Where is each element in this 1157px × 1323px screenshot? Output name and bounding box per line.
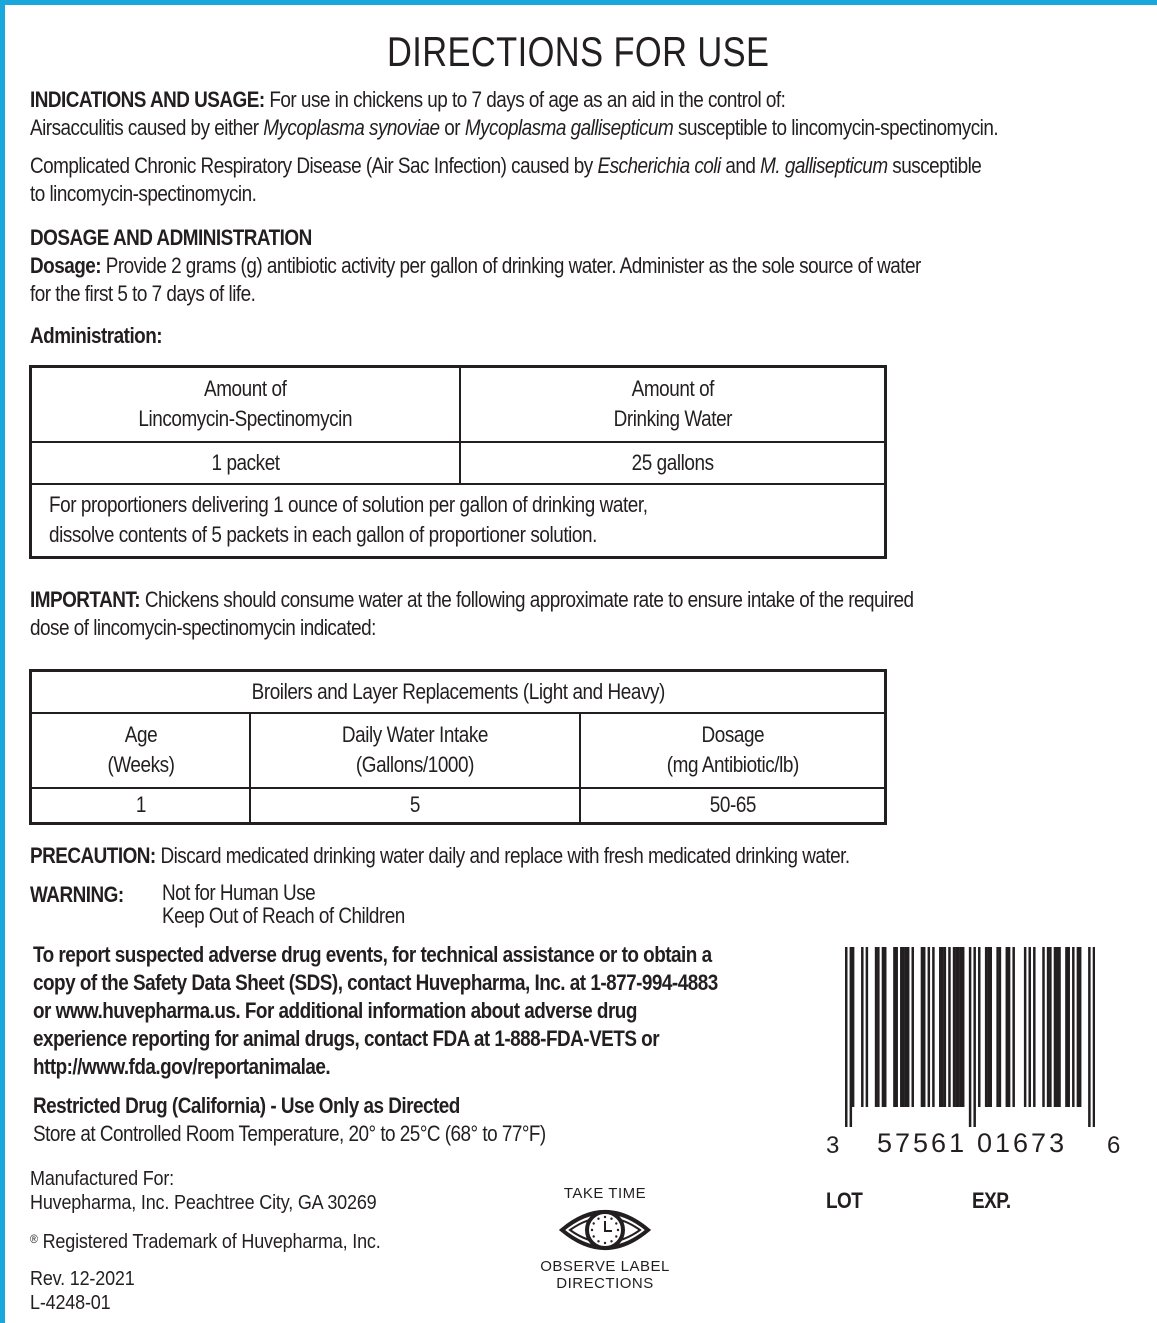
- barcode-bar: [960, 947, 962, 1107]
- barcode-bar: [1012, 947, 1014, 1107]
- barcode-bar: [905, 947, 907, 1107]
- report-line: experience reporting for animal drugs, contact FDA at 1-888-FDA-VETS or: [33, 1026, 660, 1051]
- barcode-bar: [928, 947, 930, 1107]
- warning-label: WARNING:: [30, 882, 124, 907]
- important-paragraph: [30, 586, 914, 614]
- trademark-notice: [30, 1226, 381, 1255]
- barcode-bar: [955, 947, 957, 1107]
- manufacturer-address: Huvepharma, Inc. Peachtree City, GA 30269: [30, 1192, 377, 1214]
- barcode-check-digit: 6: [1107, 1132, 1121, 1159]
- barcode-bar: [1065, 947, 1067, 1107]
- cell-dosage: [580, 788, 886, 824]
- adverse-event-report: [33, 941, 718, 1081]
- barcode-bar: [1072, 947, 1074, 1107]
- caption-text: Broilers and Layer Replacements (Light and Heavy): [251, 678, 665, 704]
- header-text: (mg Antibiotic/lb): [666, 752, 799, 777]
- barcode-bar: [996, 947, 998, 1107]
- barcode-bar: [884, 947, 886, 1107]
- organism-name: Mycoplasma gallisepticum: [464, 115, 674, 140]
- barcode-bar: [900, 947, 902, 1107]
- indications-crd: [30, 152, 981, 180]
- barcode-bar: [845, 947, 847, 1127]
- barcode-bar: [861, 947, 863, 1107]
- indications-crd-line2: to lincomycin-spectinomycin.: [30, 181, 257, 206]
- indications-paragraph: [30, 86, 785, 114]
- label-code: L-4248-01: [30, 1292, 111, 1314]
- organism-name: Escherichia coli: [597, 153, 721, 178]
- barcode-bar: [978, 947, 980, 1107]
- barcode-bar: [957, 947, 959, 1107]
- precaution-text: Discard medicated drinking water daily and replace with fresh medicated drinking water.: [155, 843, 850, 868]
- table-caption-row: [31, 671, 886, 713]
- barcode-bar: [1047, 947, 1049, 1107]
- page-title: DIRECTIONS FOR USE: [387, 28, 770, 75]
- administration-table: [29, 365, 887, 559]
- barcode-bar: [1054, 947, 1056, 1107]
- barcode-bar: [990, 947, 992, 1107]
- water-intake-table: [29, 669, 887, 825]
- text: or: [439, 115, 465, 140]
- restricted-drug-notice: Restricted Drug (California) - Use Only as Directed: [33, 1093, 460, 1118]
- header-text: (Gallons/1000): [355, 752, 475, 777]
- table-row: [31, 788, 886, 824]
- indications-intro: For use in chickens up to 7 days of age as an aid in the control of:: [264, 87, 786, 112]
- organism-name: Mycoplasma synoviae: [263, 115, 440, 140]
- barcode-bar: [866, 947, 868, 1107]
- indications-label: INDICATIONS AND USAGE:: [30, 87, 265, 112]
- lot-label: LOT: [826, 1188, 863, 1213]
- frame-top-border: [0, 0, 1157, 5]
- cell-text: 1: [135, 792, 146, 818]
- table-header-row: [31, 367, 886, 442]
- report-line: or www.huvepharma.us. For additional information about adverse drug: [33, 998, 637, 1023]
- barcode-bar: [893, 947, 895, 1107]
- take-time-badge: [540, 1185, 670, 1292]
- frame-left-border: [0, 0, 5, 1323]
- barcode-bar: [953, 947, 955, 1107]
- barcode-bar: [948, 947, 950, 1107]
- barcode-bar: [875, 947, 877, 1107]
- badge-bottom-text: [540, 1258, 670, 1292]
- indications-airsacculitis: [30, 114, 998, 142]
- note-text: dissolve contents of 5 packets in each gallon of proportioner solution.: [49, 522, 597, 548]
- barcode-bar: [962, 947, 964, 1107]
- header-cell-amount-water: [460, 367, 886, 442]
- manufactured-for-label: Manufactured For:: [30, 1168, 175, 1190]
- barcode-bar: [850, 947, 852, 1127]
- table-note-row: [31, 484, 886, 558]
- cell-packets: [31, 442, 461, 484]
- barcode-right-group: 01673: [977, 1128, 1068, 1158]
- header-cell-water-intake: [250, 713, 580, 788]
- barcode-bar: [939, 947, 941, 1107]
- header-cell-dosage: [580, 713, 886, 788]
- barcode-bar: [1079, 947, 1081, 1107]
- barcode-bar: [969, 947, 971, 1127]
- dosage-paragraph: [30, 252, 921, 280]
- dosage-text: Provide 2 grams (g) antibiotic activity per gallon of drinking water. Administer as the sole source of water: [101, 253, 921, 278]
- cell-intake: [250, 788, 580, 824]
- warning-lines: [162, 881, 405, 927]
- barcode-bar: [1042, 947, 1044, 1107]
- barcode-bar: [907, 947, 909, 1107]
- barcode-bar: [1067, 947, 1069, 1107]
- barcode-bar: [999, 947, 1001, 1107]
- barcode-bar: [1058, 947, 1060, 1107]
- administration-label: Administration:: [30, 323, 163, 348]
- barcode-bar: [944, 947, 946, 1107]
- barcode-bar: [921, 947, 923, 1107]
- barcode-bar: [1077, 947, 1079, 1107]
- barcode-bar: [1088, 947, 1090, 1127]
- header-text: Amount of: [631, 376, 714, 402]
- header-text: (Weeks): [106, 752, 175, 777]
- badge-top-text: TAKE TIME: [563, 1185, 647, 1202]
- dosage-heading: DOSAGE AND ADMINISTRATION: [30, 225, 312, 250]
- cell-text: 50-65: [709, 792, 756, 818]
- cell-gallons: [460, 442, 886, 484]
- text: susceptible: [887, 153, 982, 178]
- table-row: [31, 442, 886, 484]
- text: and: [720, 153, 761, 178]
- cell-age: [31, 788, 251, 824]
- precaution-label: PRECAUTION:: [30, 843, 156, 868]
- barcode-bar: [912, 947, 914, 1107]
- barcode-bar: [987, 947, 989, 1107]
- upc-barcode: [845, 947, 1095, 1127]
- barcode-bar: [1093, 947, 1095, 1127]
- header-text: Dosage: [701, 722, 764, 747]
- barcode-bar: [941, 947, 943, 1107]
- warning-line: Not for Human Use: [162, 880, 316, 905]
- barcode-bar: [985, 947, 987, 1107]
- warning-line: Keep Out of Reach of Children: [162, 903, 405, 928]
- important-label: IMPORTANT:: [30, 587, 141, 612]
- barcode-bar: [882, 947, 884, 1107]
- barcode-bar: [1049, 947, 1051, 1107]
- barcode-bar: [973, 947, 975, 1127]
- barcode-bar: [1006, 947, 1008, 1107]
- text: Complicated Chronic Respiratory Disease (Air Sac Infection) caused by: [30, 153, 598, 178]
- barcode-left-group: 57561: [877, 1128, 968, 1158]
- important-line2: dose of lincomycin-spectinomycin indicated:: [30, 615, 376, 640]
- report-line: http://www.fda.gov/reportanimalae.: [33, 1054, 331, 1079]
- dosage-line2: for the first 5 to 7 days of life.: [30, 281, 256, 306]
- organism-name: M. gallisepticum: [760, 153, 888, 178]
- note-text: For proportioners delivering 1 ounce of solution per gallon of drinking water,: [49, 492, 648, 518]
- text: Airsacculitis caused by either: [30, 115, 264, 140]
- barcode-bar: [1024, 947, 1026, 1107]
- report-line: copy of the Safety Data Sheet (SDS), contact Huvepharma, Inc. at 1-877-994-4883: [33, 970, 718, 995]
- table-header-row: [31, 713, 886, 788]
- badge-line: OBSERVE LABEL: [540, 1258, 670, 1275]
- eye-clock-icon: [540, 1202, 670, 1258]
- badge-line: DIRECTIONS: [556, 1275, 654, 1292]
- barcode-bar: [1033, 947, 1035, 1107]
- barcode-bar: [877, 947, 879, 1107]
- storage-temperature: Store at Controlled Room Temperature, 20° to 25°C (68° to 77°F): [33, 1121, 546, 1146]
- barcode-bar: [923, 947, 925, 1107]
- header-text: Drinking Water: [613, 406, 732, 432]
- header-text: Daily Water Intake: [341, 722, 489, 747]
- barcode-bar: [902, 947, 904, 1107]
- header-cell-age: [31, 713, 251, 788]
- revision-date: Rev. 12-2021: [30, 1268, 135, 1290]
- cell-text: 25 gallons: [631, 449, 714, 475]
- cell-text: 1 packet: [211, 449, 280, 475]
- text: susceptible to lincomycin-spectinomycin.: [673, 115, 999, 140]
- barcode-bar: [852, 947, 854, 1107]
- barcode-bar: [895, 947, 897, 1107]
- registered-symbol: ®: [30, 1232, 38, 1246]
- barcode-bar: [1056, 947, 1058, 1107]
- table-caption: [31, 671, 886, 713]
- header-text: Amount of: [204, 376, 287, 402]
- proportioner-note: [31, 484, 886, 558]
- header-text: Age: [124, 722, 157, 747]
- barcode-lead-digit: 3: [826, 1132, 840, 1159]
- report-line: To report suspected adverse drug events, for technical assistance or to obtain a: [33, 942, 712, 967]
- precaution-paragraph: [30, 842, 850, 870]
- trademark-text: Registered Trademark of Huvepharma, Inc.: [37, 1231, 381, 1253]
- barcode-bar: [1008, 947, 1010, 1107]
- header-cell-amount-drug: [31, 367, 461, 442]
- dosage-label: Dosage:: [30, 253, 102, 278]
- barcode-bar: [1028, 947, 1030, 1107]
- important-text: Chickens should consume water at the following approximate rate to ensure intake of the required: [140, 587, 914, 612]
- header-text: Lincomycin-Spectinomycin: [138, 406, 353, 432]
- barcode-bar: [932, 947, 934, 1107]
- exp-label: EXP.: [972, 1188, 1011, 1213]
- cell-text: 5: [409, 792, 421, 818]
